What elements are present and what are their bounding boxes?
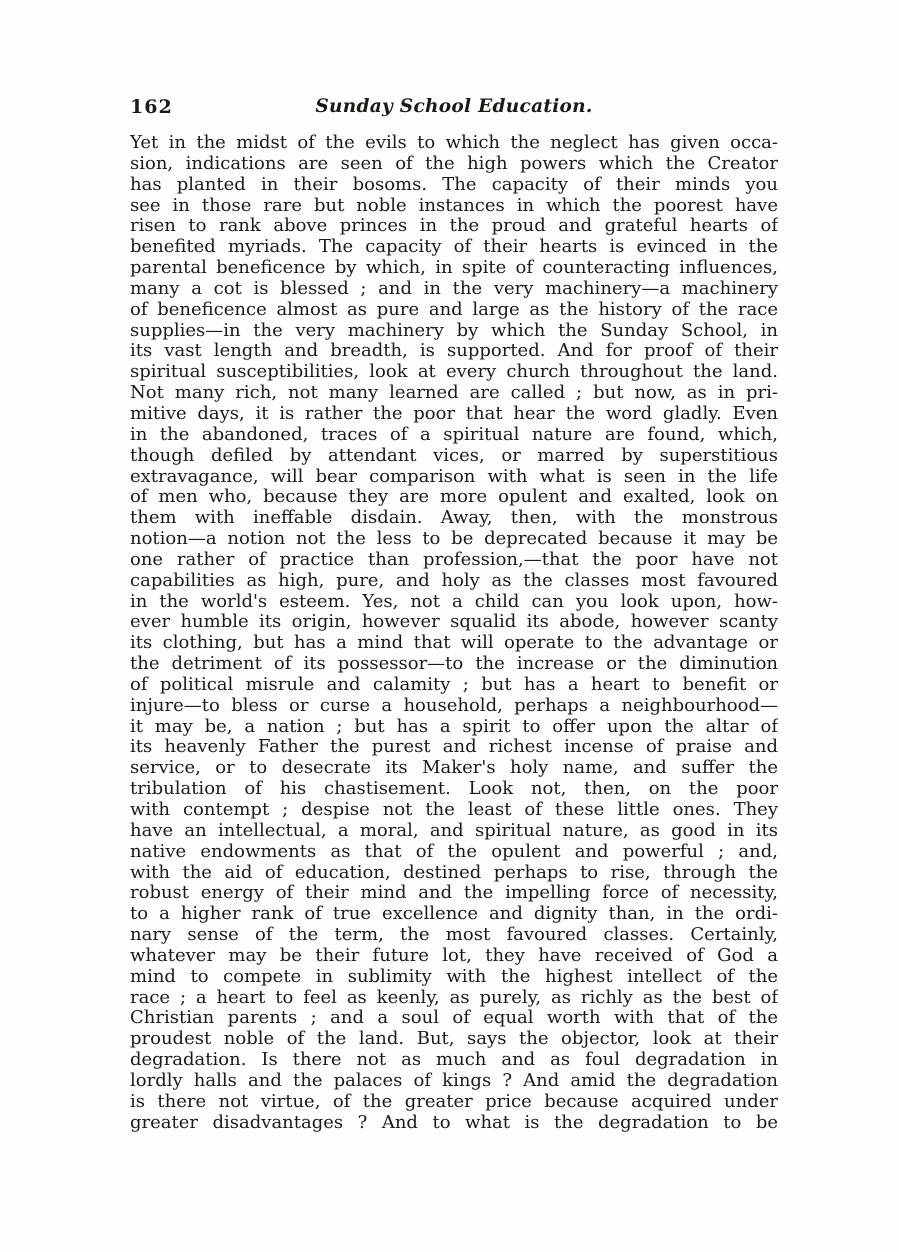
page-header <box>130 96 778 122</box>
text-line: of beneficence almost as pure and large as the history of the race <box>130 299 778 320</box>
text-line: benefited myriads. The capacity of their hearts is evinced in the <box>130 237 778 258</box>
text-line: sion, indications are seen of the high powers which the Creator <box>130 153 778 174</box>
text-line: to a higher rank of true excellence and dignity than, in the ordi- <box>130 904 778 925</box>
text-line: proudest noble of the land. But, says the objector, look at their <box>130 1029 778 1050</box>
running-title: Sunday School Education. <box>315 96 593 117</box>
text-line: service, or to desecrate its Maker's holy name, and suffer the <box>130 758 778 779</box>
text-line: mind to compete in sublimity with the highest intellect of the <box>130 966 778 987</box>
text-line: ever humble its origin, however squalid its abode, however scanty <box>130 612 778 633</box>
text-line: with the aid of education, destined perhaps to rise, through the <box>130 862 778 883</box>
text-line: greater disadvantages ? And to what is the degradation to be <box>130 1112 778 1133</box>
text-line: many a cot is blessed ; and in the very machinery—a machinery <box>130 278 778 299</box>
text-line: Not many rich, not many learned are called ; but now, as in pri- <box>130 383 778 404</box>
text-line: its clothing, but has a mind that will operate to the advantage or <box>130 633 778 654</box>
text-line: with contempt ; despise not the least of these little ones. They <box>130 800 778 820</box>
text-line: degradation. Is there not as much and as foul degradation in <box>130 1050 778 1071</box>
text-line: nary sense of the term, the most favoured classes. Certainly, <box>130 925 778 946</box>
text-line: lordly halls and the palaces of kings ? And amid the degradation <box>130 1070 778 1091</box>
text-line: robust energy of their mind and the impelling force of necessity, <box>130 883 778 904</box>
text-line: is there not virtue, of the greater price because acquired under <box>130 1091 778 1112</box>
text-line: its vast length and breadth, is supported. And for proof of their <box>130 341 778 362</box>
page-number: 162 <box>130 96 173 118</box>
text-line: in the world's esteem. Yes, not a child can you look upon, how- <box>130 591 778 612</box>
text-line: the detriment of its possessor—to the increase or the diminution <box>130 654 778 675</box>
text-line: supplies—in the very machinery by which the Sunday School, in <box>130 320 778 341</box>
text-line: Christian parents ; and a soul of equal worth with that of the <box>130 1008 778 1029</box>
text-line: risen to rank above princes in the proud and grateful hearts of <box>130 216 778 237</box>
page-text <box>130 133 778 1134</box>
text-line: though defiled by attendant vices, or marred by superstitious <box>130 445 778 466</box>
text-line: of political misrule and calamity ; but has a heart to benefit or <box>130 674 778 695</box>
text-line: Yet in the midst of the evils to which the neglect has given occa- <box>130 133 778 153</box>
text-line: race ; a heart to feel as keenly, as purely, as richly as the best of <box>130 987 778 1008</box>
text-line: its heavenly Father the purest and richest incense of praise and <box>130 737 778 758</box>
text-line: injure—to bless or curse a household, perhaps a neighbourhood— <box>130 695 778 716</box>
text-line: one rather of practice than profession,—that the poor have not <box>130 549 778 570</box>
text-line: of men who, because they are more opulent and exalted, look on <box>130 487 778 508</box>
text-line: mitive days, it is rather the poor that hear the word gladly. Even <box>130 403 778 424</box>
text-line: parental beneficence by which, in spite of counteracting influences, <box>130 258 778 279</box>
text-line: spiritual susceptibilities, look at every church throughout the land. <box>130 362 778 383</box>
text-line: native endowments as that of the opulent and powerful ; and, <box>130 841 778 862</box>
text-line: in the abandoned, traces of a spiritual nature are found, which, <box>130 424 778 445</box>
text-line: capabilities as high, pure, and holy as the classes most favoured <box>130 570 778 591</box>
text-line: has planted in their bosoms. The capacity of their minds you <box>130 174 778 195</box>
text-line: whatever may be their future lot, they have received of God a <box>130 945 778 966</box>
text-line: see in those rare but noble instances in which the poorest have <box>130 195 778 216</box>
text-line: extravagance, will bear comparison with what is seen in the life <box>130 466 778 487</box>
text-line: them with ineffable disdain. Away, then, with the monstrous <box>130 508 778 529</box>
text-line: it may be, a nation ; but has a spirit to offer upon the altar of <box>130 716 778 737</box>
text-line: have an intellectual, a moral, and spiritual nature, as good in its <box>130 820 778 841</box>
text-line: notion—a notion not the less to be deprecated because it may be <box>130 529 778 550</box>
text-line: tribulation of his chastisement. Look not, then, on the poor <box>130 779 778 800</box>
